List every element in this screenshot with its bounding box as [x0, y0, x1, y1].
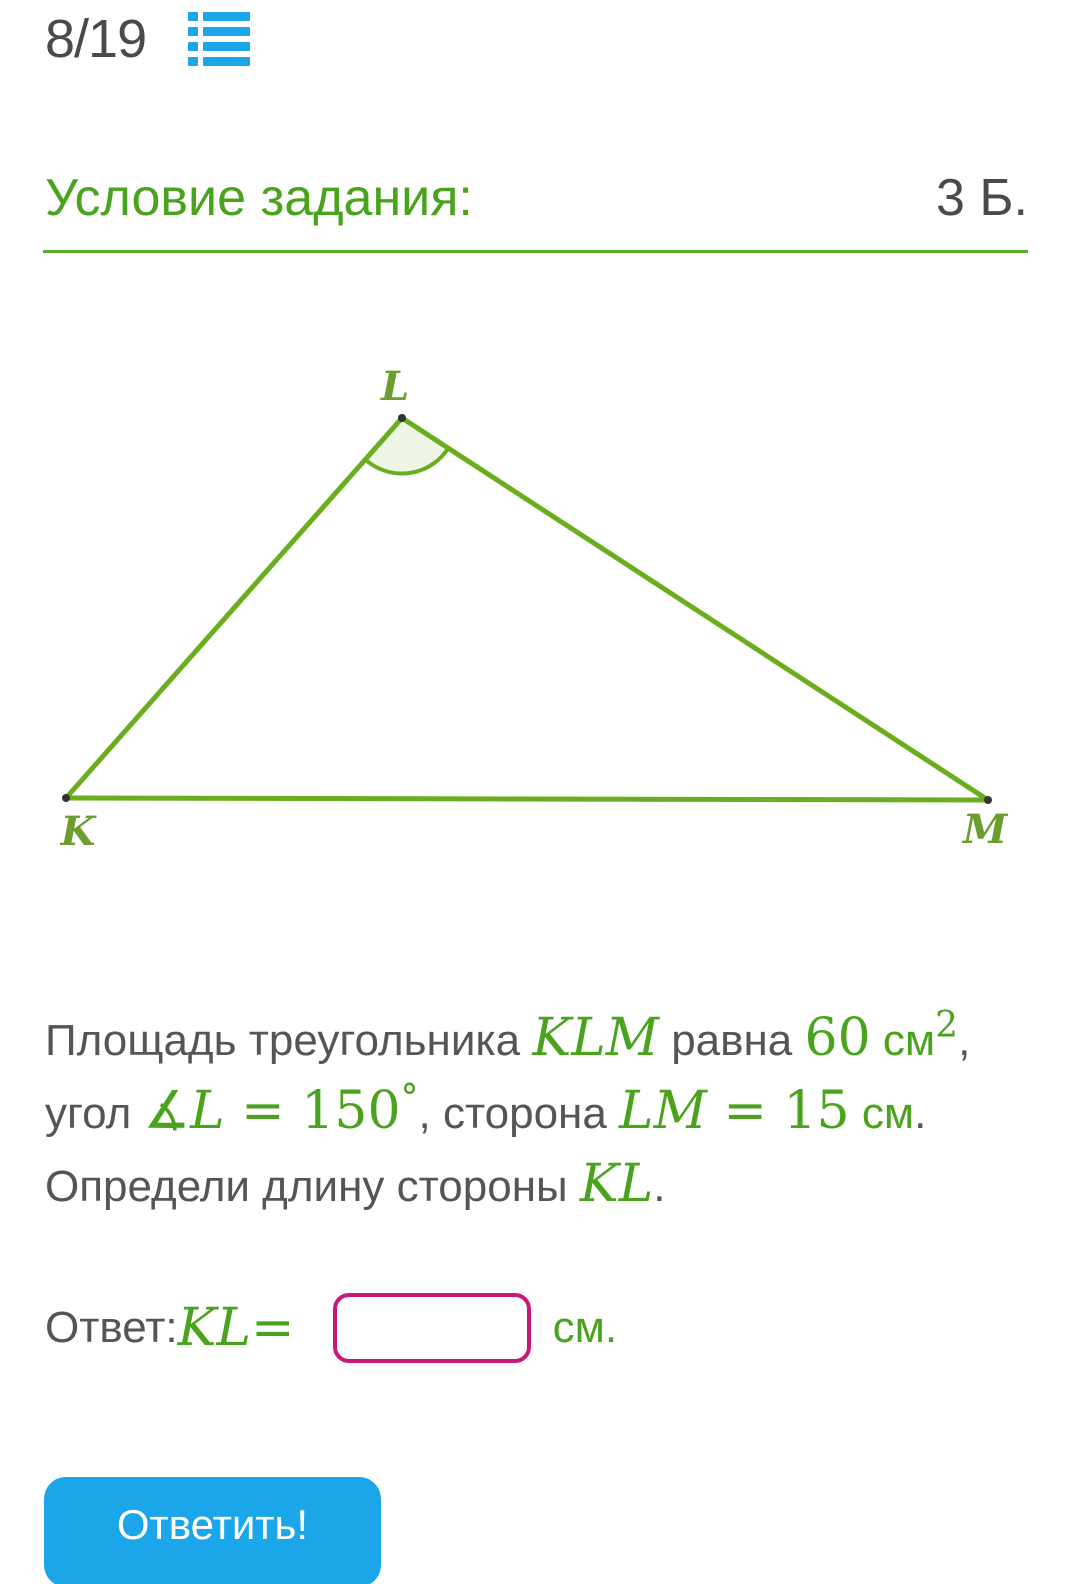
vertex-l-label: L	[380, 363, 410, 410]
vertex-k-point	[62, 794, 70, 802]
task-points: 3 Б.	[936, 169, 1028, 227]
problem-text: равна	[658, 1016, 805, 1065]
degree-sign: °	[400, 1078, 419, 1119]
problem-statement	[45, 1003, 1045, 1222]
area-unit: см	[870, 1016, 936, 1065]
angle-symbol: ∡	[143, 1081, 191, 1141]
answer-row	[45, 1292, 617, 1364]
list-icon[interactable]	[188, 12, 250, 68]
side-lm	[402, 418, 988, 800]
vertex-k-label: K	[60, 808, 96, 855]
side-km	[66, 798, 988, 800]
problem-text: .	[653, 1162, 666, 1211]
problem-text: Площадь треугольника	[45, 1016, 533, 1065]
answer-unit: см.	[552, 1303, 618, 1352]
answer-label: Ответ:	[45, 1303, 178, 1352]
problem-text: Определи длину стороны	[45, 1162, 580, 1211]
area-value: 60	[804, 1008, 871, 1068]
task-counter: 8/19	[45, 9, 147, 69]
header-divider	[43, 250, 1028, 253]
side-kl	[66, 418, 402, 798]
side-unit: см	[849, 1089, 915, 1138]
angle-variable: L	[190, 1081, 225, 1141]
answer-equals: =	[251, 1298, 295, 1358]
vertex-l-point	[398, 414, 406, 422]
problem-text: ,	[958, 1016, 971, 1065]
problem-text: .	[914, 1089, 927, 1138]
area-exponent: 2	[935, 1005, 959, 1046]
problem-text: , сторона	[418, 1089, 620, 1138]
triangle-name: KLM	[532, 1008, 659, 1068]
vertex-m-label: M	[962, 806, 1008, 853]
angle-value: = 150	[224, 1081, 401, 1141]
submit-answer-button[interactable]: Ответить!	[44, 1477, 381, 1584]
side-variable: LM	[619, 1081, 707, 1141]
triangle-figure	[0, 340, 1080, 880]
task-condition-title: Условие задания:	[45, 169, 473, 227]
vertex-m-point	[984, 796, 992, 804]
problem-text: угол	[45, 1089, 144, 1138]
side-value: = 15	[706, 1081, 850, 1141]
target-side: KL	[579, 1154, 654, 1214]
answer-input[interactable]	[333, 1293, 531, 1363]
answer-variable: KL	[177, 1298, 252, 1358]
